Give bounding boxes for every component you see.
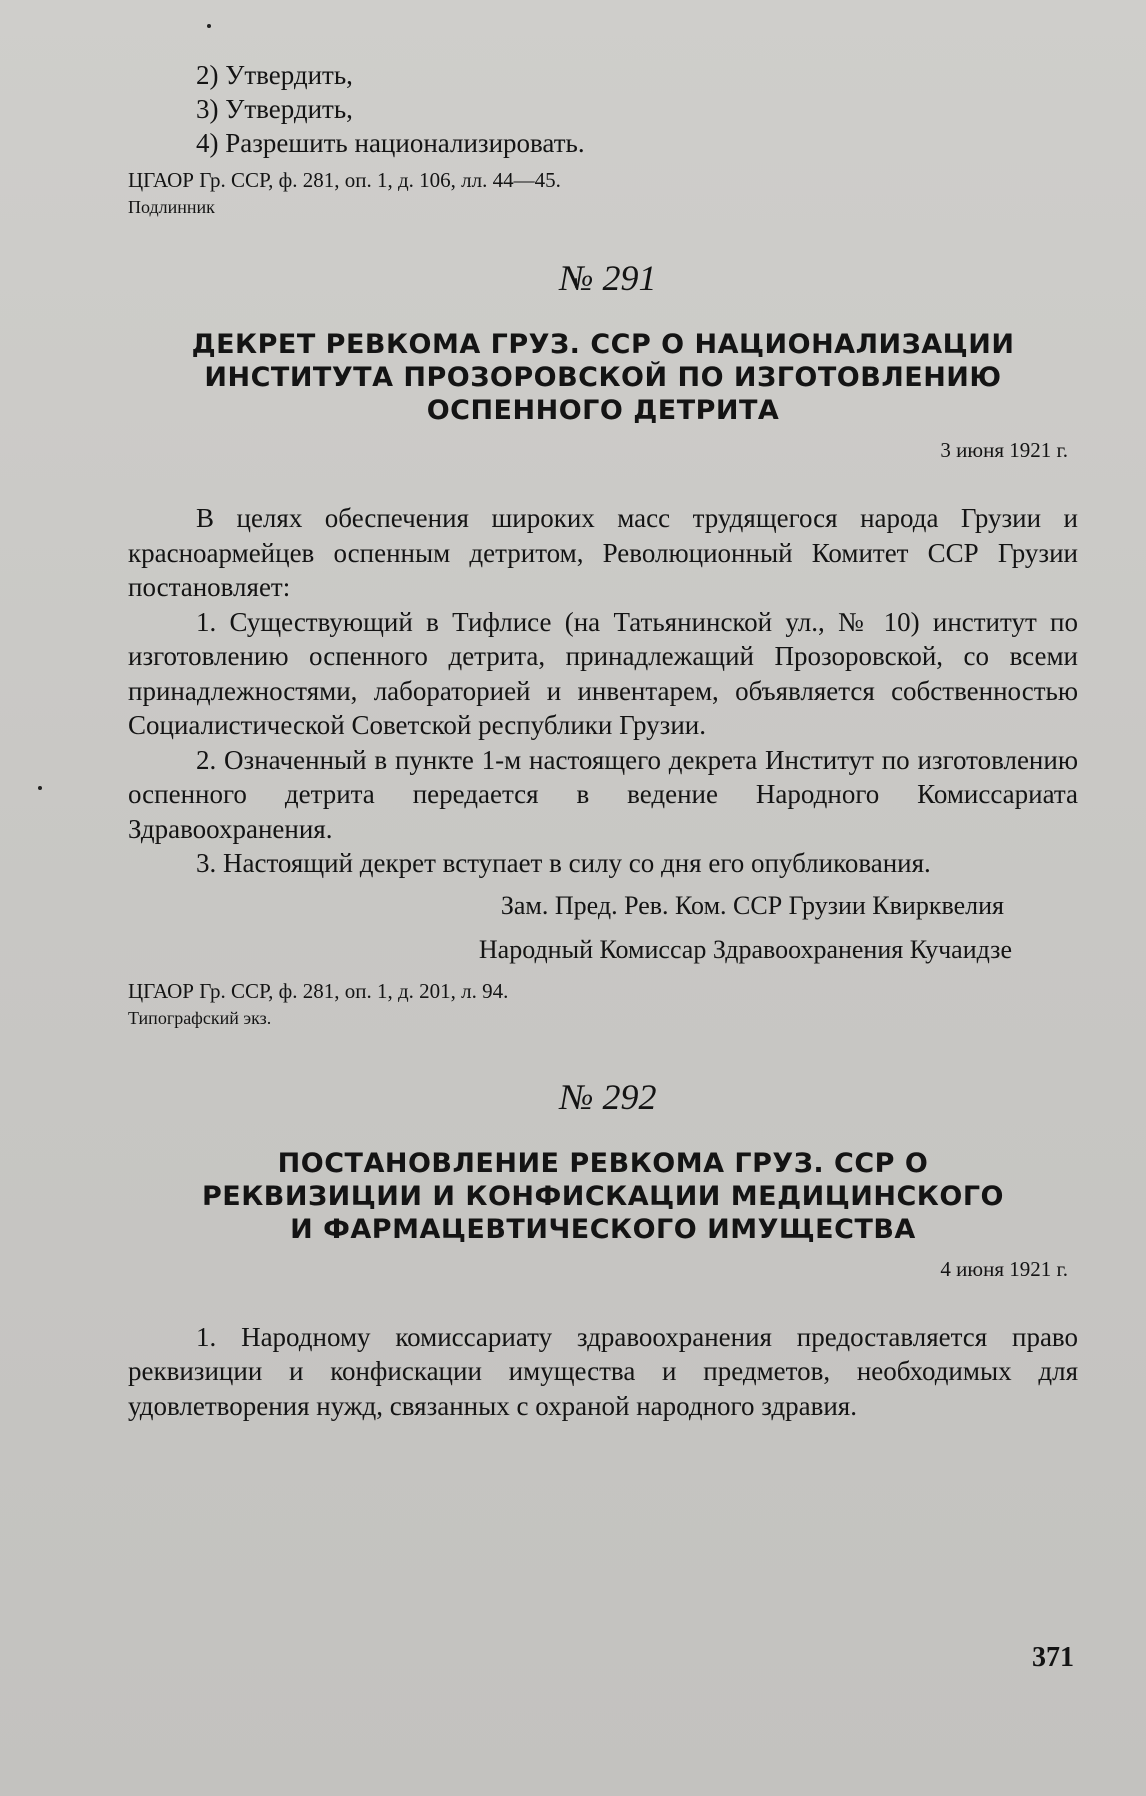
document-date: 4 июня 1921 г. <box>940 1256 1068 1281</box>
title-line: И ФАРМАЦЕВТИЧЕСКОГО ИМУЩЕСТВА <box>290 1213 916 1245</box>
list-item: 4) Разрешить национализировать. <box>196 128 585 158</box>
archive-source: ЦГАОР Гр. ССР, ф. 281, оп. 1, д. 201, л. 94. <box>128 978 509 1003</box>
document-title <box>128 1147 1078 1246</box>
paragraph: 3. Настоящий декрет вступает в силу со дня его опубликования. <box>196 848 931 878</box>
page-content <box>128 58 1078 1423</box>
document-number: № 291 <box>559 258 657 298</box>
paragraph: В целях обеспечения широких масс трудящегося народа Грузии и красноармейцев оспенным детритом, Революционный Комитет ССР Грузии постановляет: <box>128 503 1078 602</box>
signature-line: Народный Комиссар Здравоохранения Кучаидзе <box>478 934 1012 964</box>
paragraph: 2. Означенный в пункте 1-м настоящего декрета Институт по изготовлению оспенного детрита передается в ведение Народного Комиссариата Здравоохранения. <box>128 744 1078 844</box>
top-list <box>128 58 1078 160</box>
page-number: 371 <box>1032 1642 1074 1673</box>
title-line: РЕКВИЗИЦИИ И КОНФИСКАЦИИ МЕДИЦИНСКОГО <box>201 1180 1004 1212</box>
print-speck <box>207 24 211 28</box>
title-line: ПОСТАНОВЛЕНИЕ РЕВКОМА ГРУЗ. ССР О <box>277 1147 929 1179</box>
list-item: 3) Утвердить, <box>196 94 353 124</box>
document-292 <box>128 1075 1078 1424</box>
archive-source: ЦГАОР Гр. ССР, ф. 281, оп. 1, д. 106, лл. 44—45. <box>128 168 561 192</box>
document-date: 3 июня 1921 г. <box>940 438 1068 462</box>
title-line: ИНСТИТУТА ПРОЗОРОВСКОЙ ПО ИЗГОТОВЛЕНИЮ <box>204 362 1002 393</box>
document-291 <box>128 256 1078 1031</box>
document-number: № 292 <box>559 1076 657 1117</box>
title-line: ДЕКРЕТ РЕВКОМА ГРУЗ. ССР О НАЦИОНАЛИЗАЦИИ <box>191 329 1015 360</box>
archive-note: Типографский экз. <box>128 1007 272 1028</box>
print-speck <box>38 786 42 790</box>
archive-note: Подлинник <box>128 197 215 217</box>
title-line: ОСПЕННОГО ДЕТРИТА <box>426 395 780 426</box>
paragraph: 1. Существующий в Тифлисе (на Татьянинской ул., № 10) институт по изготовлению оспенного детрита, принадлежащий Прозоровской, со всеми принадлежностями, лабораторией и инвентарем, объявляется собственностью Социалистической Советской республики Грузии. <box>128 606 1078 740</box>
paragraph: 1. Народному комиссариату здравоохранения предоставляется право реквизиции и конфискации имущества и предметов, необходимых для удовлетворения нужд, связанных с охраной народного здравия. <box>128 1321 1078 1421</box>
signature-line: Зам. Пред. Рев. Ком. ССР Грузии Квирквелия <box>500 890 1004 920</box>
list-item: 2) Утвердить, <box>196 60 353 90</box>
document-title <box>128 328 1078 427</box>
